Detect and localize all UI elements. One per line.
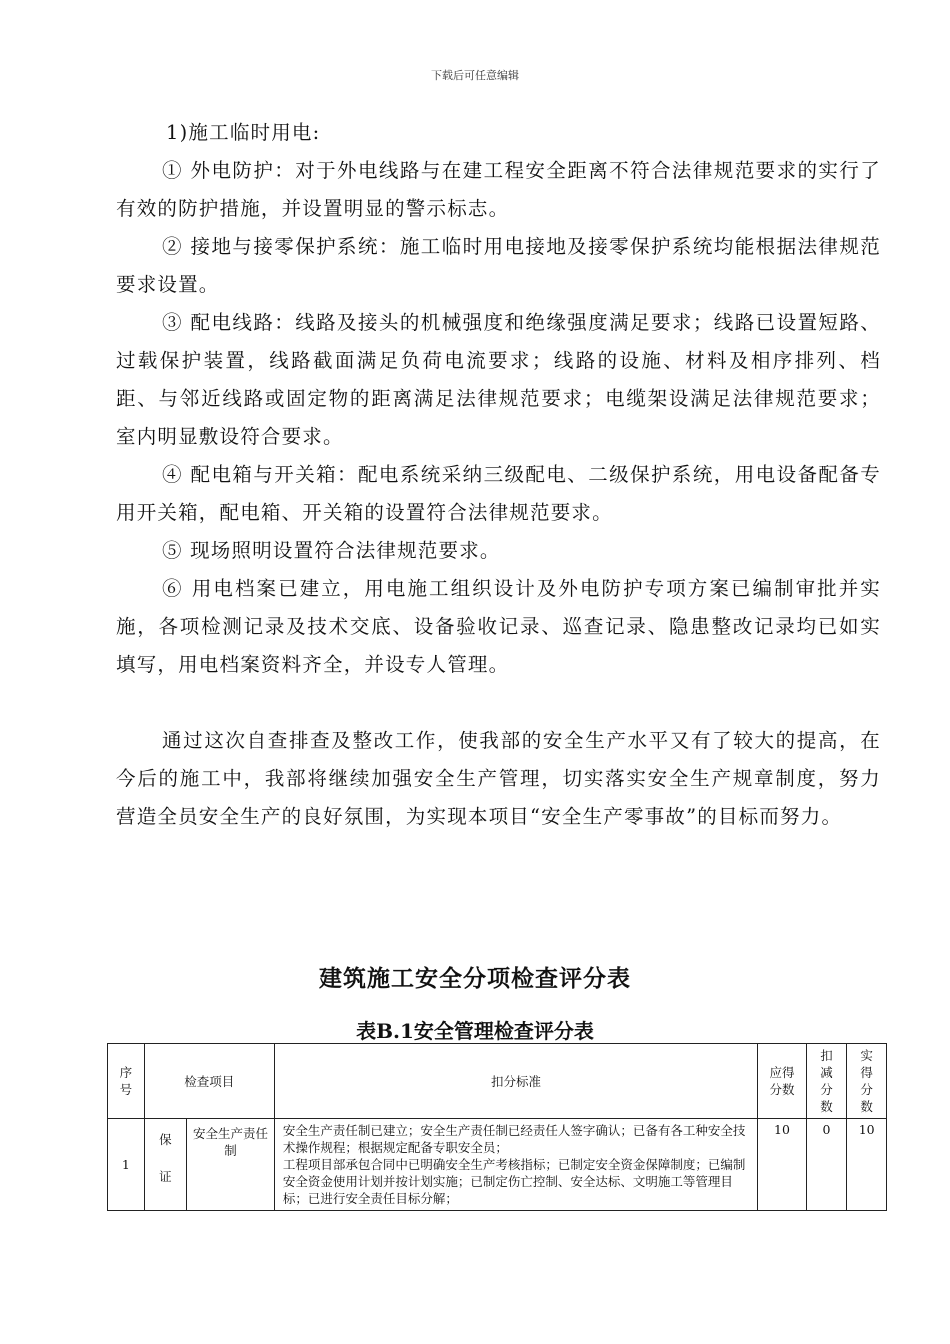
item-distribution-lines: ③ 配电线路：线路及接头的机械强度和绝缘强度满足要求；线路已设置短路、过载保护装置，线路截面满足负荷电流要求；线路的设施、材料及相序排列、档距、与邻近线路或固定物的距离满足法律规范要求；电缆架设满足法律规范要求；室内明显敷设符合要求。 bbox=[116, 311, 881, 448]
score-table bbox=[107, 1043, 887, 1211]
header-due: 应得 分数 bbox=[758, 1044, 806, 1119]
conclusion-block bbox=[116, 722, 881, 836]
header-no: 序 号 bbox=[108, 1044, 145, 1119]
item-power-records: ⑥ 用电档案已建立，用电施工组织设计及外电防护专项方案已编制审批并实施，各项检测记录及技术交底、设备验收记录、巡查记录、隐患整改记录均已如实填写，用电档案资料齐全，并设专人管理。 bbox=[116, 577, 881, 676]
item-list bbox=[116, 152, 881, 684]
item-external-power: ① 外电防护：对于外电线路与在建工程安全距离不符合法律规范要求的实行了有效的防护措施，并设置明显的警示标志。 bbox=[116, 159, 881, 220]
conclusion-paragraph: 通过这次自查排查及整改工作，使我部的安全生产水平又有了较大的提高，在今后的施工中，我部将继续加强安全生产管理，切实落实安全生产规章制度，努力营造全员安全生产的良好氛围，为实现本项目“安全生产零事故”的目标而努力。 bbox=[116, 729, 881, 828]
row-no: 1 bbox=[108, 1119, 145, 1211]
table-title: 表B.1安全管理检查评分表 bbox=[356, 1019, 594, 1043]
row-sub-item: 安全生产责任制 bbox=[187, 1119, 275, 1211]
table-row bbox=[108, 1119, 887, 1211]
row-standard-text: 安全生产责任制已建立；安全生产责任制已经责任人签字确认；已备有各工种安全技术操作规程；根据规定配备专职安全员； 工程项目部承包合同中已明确安全生产考核指标；已制定安全资金保障制度；已编制安全资金使用计划并按计划实施；已制定伤亡控制、安全达标、文明施工等管理目标；已进行安全责任目标分解； bbox=[282, 1123, 746, 1206]
item-distribution-boxes: ④ 配电箱与开关箱：配电系统采纳三级配电、二级保护系统，用电设备配备专用开关箱，配电箱、开关箱的设置符合法律规范要求。 bbox=[116, 463, 881, 524]
row-category: 保 证 bbox=[144, 1119, 187, 1211]
row-standard bbox=[274, 1119, 757, 1211]
header-deducted: 扣 减 分 数 bbox=[806, 1044, 847, 1119]
item-grounding: ② 接地与接零保护系统：施工临时用电接地及接零保护系统均能根据法律规范要求设置。 bbox=[116, 235, 881, 296]
header-standard: 扣分标准 bbox=[274, 1044, 757, 1119]
item-lighting: ⑤ 现场照明设置符合法律规范要求。 bbox=[162, 539, 501, 562]
row-actual: 10 bbox=[847, 1119, 887, 1211]
table-header-row bbox=[108, 1044, 887, 1119]
row-deducted: 0 bbox=[806, 1119, 847, 1211]
header-item: 检查项目 bbox=[144, 1044, 274, 1119]
header-note: 下载后可任意编辑 bbox=[431, 69, 519, 82]
row-due: 10 bbox=[758, 1119, 806, 1211]
header-actual: 实 得 分 数 bbox=[847, 1044, 887, 1119]
document-title: 建筑施工安全分项检查评分表 bbox=[319, 965, 631, 992]
section-heading: 1)施工临时用电: bbox=[166, 121, 321, 144]
